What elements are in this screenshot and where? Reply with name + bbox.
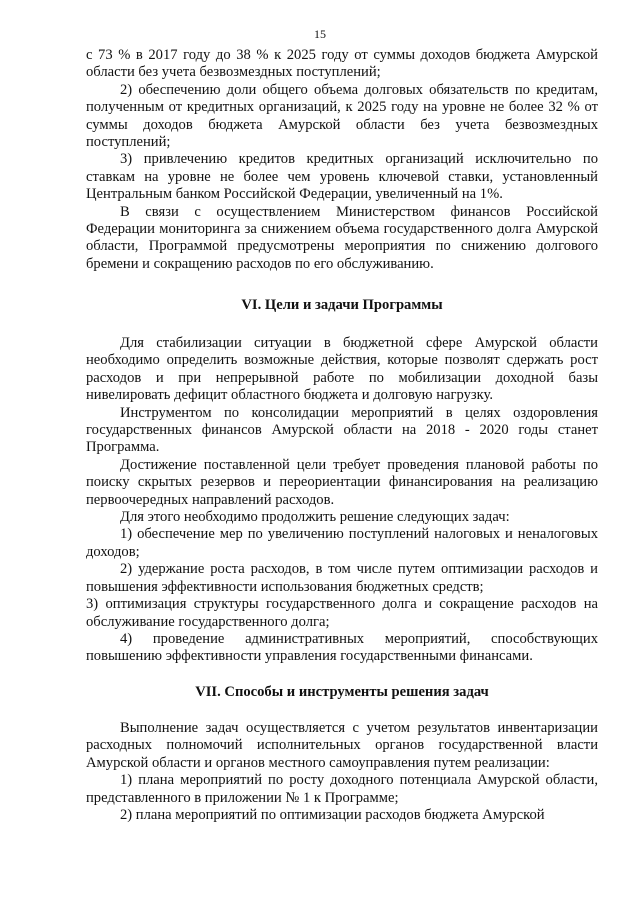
- list-item: 2) плана мероприятий по оптимизации расходов бюджета Амурской: [120, 807, 545, 824]
- paragraph: 3) привлечению кредитов кредитных организаций исключительно по ставкам на уровне не более чем уровень ключевой ставки, установленный Центральным банком Российской Федерации, увеличенный на 1%.: [86, 151, 598, 203]
- paragraph: Достижение поставленной цели требует проведения плановой работы по поиску скрытых резервов и переориентации финансирования на реализацию первоочередных направлений расходов.: [86, 456, 598, 508]
- page-number: 15: [314, 27, 326, 41]
- list-item: 4) проведение административных мероприятий, способствующих повышению эффективности управления государственными финансами.: [86, 630, 598, 665]
- paragraph: Выполнение задач осуществляется с учетом результатов инвентаризации расходных полномочий исполнительных органов государственной власти Амурской области и органов местного самоуправления путем реализации:: [86, 720, 598, 771]
- section-v-continuation: [86, 47, 598, 273]
- paragraph: Для этого необходимо продолжить решение следующих задач:: [120, 509, 510, 526]
- section-heading-vii: VII. Способы и инструменты решения задач: [195, 684, 489, 700]
- paragraph: Для стабилизации ситуации в бюджетной сфере Амурской области необходимо определить возможные действия, которые позволят сдержать рост расходов и при непрерывной работе по мобилизации доходной базы нивелировать дефицит областного бюджета и долговую нагрузку.: [86, 335, 598, 404]
- paragraph: Инструментом по консолидации мероприятий в целях оздоровления государственных финансов Амурской области на 2018 - 2020 годы станет Программа.: [86, 404, 598, 456]
- section-vii-body: [86, 720, 598, 824]
- list-item: 2) удержание роста расходов, в том числе путем оптимизации расходов и повышения эффективности использования бюджетных средств;: [86, 561, 598, 595]
- paragraph: с 73 % в 2017 году до 38 % к 2025 году от суммы доходов бюджета Амурской области без учета безвозмездных поступлений;: [86, 47, 598, 81]
- section-heading-vi: VI. Цели и задачи Программы: [241, 297, 443, 313]
- list-item: 1) обеспечение мер по увеличению поступлений налоговых и неналоговых доходов;: [86, 526, 598, 560]
- section-vi-body: [86, 335, 598, 666]
- list-item: 3) оптимизация структуры государственного долга и сокращение расходов на обслуживание государственного долга;: [86, 596, 598, 630]
- paragraph: В связи с осуществлением Министерством финансов Российской Федерации мониторинга за снижением объема государственного долга Амурской области, Программой предусмотрены мероприятия по снижению долгового бремени и сокращению расходов по его обслуживанию.: [86, 203, 598, 272]
- list-item: 1) плана мероприятий по росту доходного потенциала Амурской области, представленного в приложении № 1 к Программе;: [86, 772, 598, 806]
- paragraph: 2) обеспечению доли общего объема долговых обязательств по кредитам, полученным от кредитных организаций, к 2025 году на уровне не более 32 % от суммы доходов бюджета Амурской области без учета безвозмездных поступлений;: [86, 81, 598, 151]
